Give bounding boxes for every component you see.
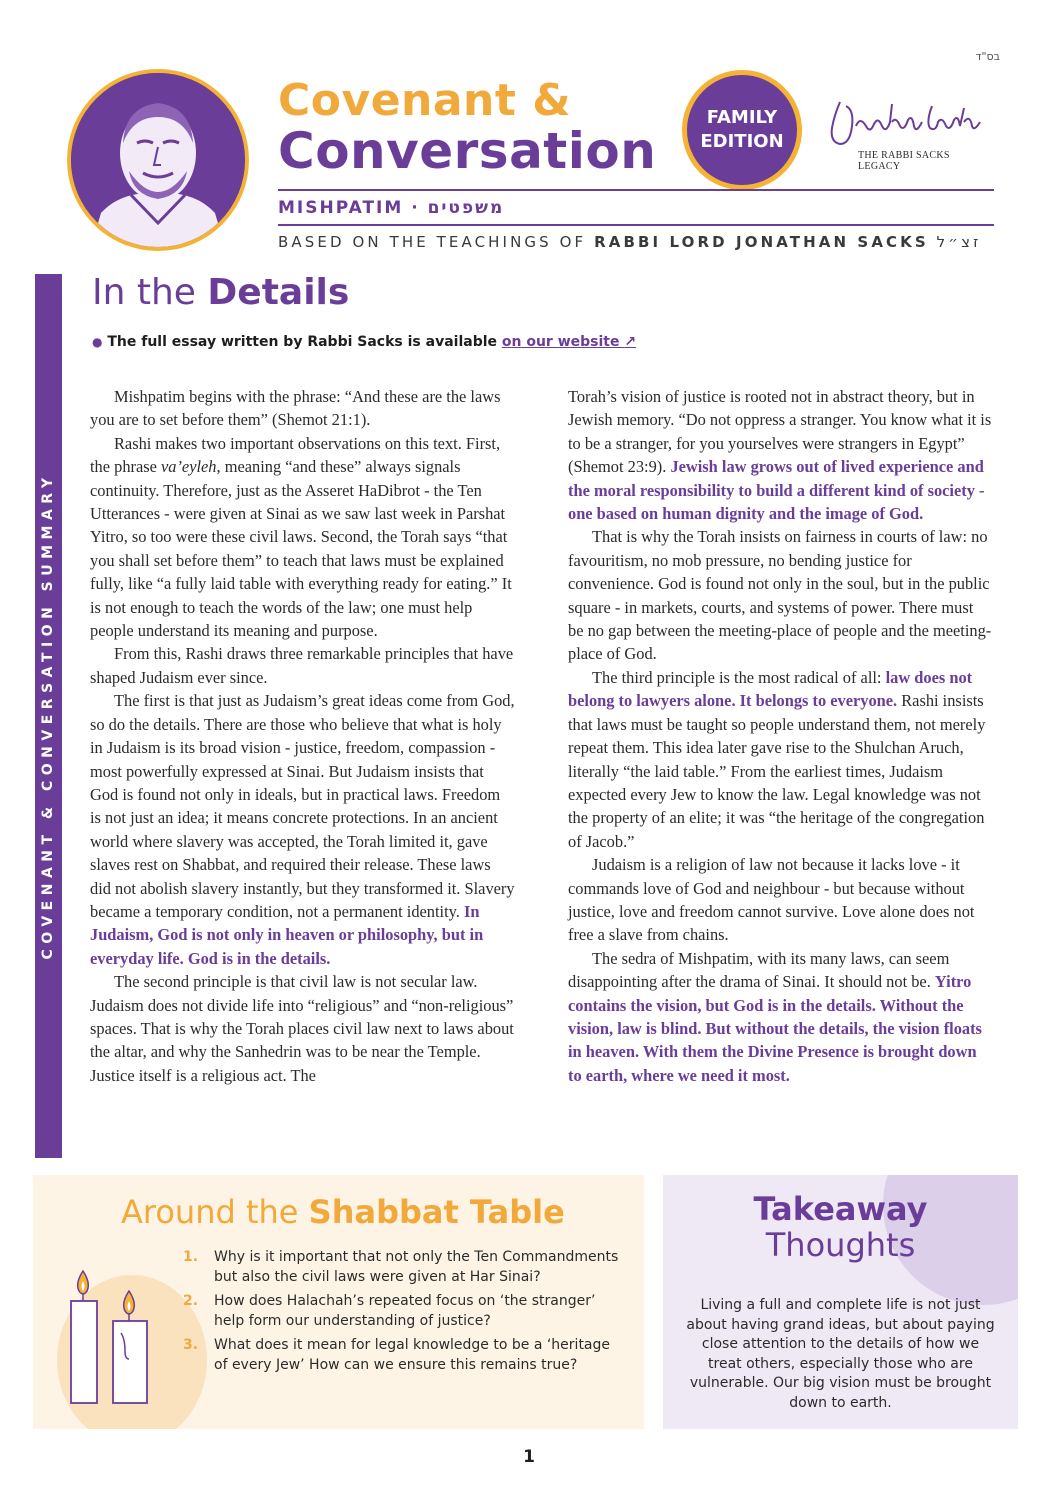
text-run: Rashi makes two important observations on this text. First, the phrase bbox=[90, 433, 501, 477]
paragraph bbox=[568, 666, 992, 853]
essay-title bbox=[92, 272, 349, 313]
text-run: The sedra of Mishpatim, with its many laws, can seem disappointing after the drama of Sinai. It should not be. bbox=[568, 948, 950, 992]
parasha-name: MISHPATIM · משפטים bbox=[278, 198, 505, 218]
newsletter-title bbox=[278, 75, 657, 180]
paragraph bbox=[568, 947, 992, 1087]
paragraph: The second principle is that civil law is not secular law. Judaism does not divide life into “religious” and “non-religious” spaces. That is why the Torah places civil law next to laws about the altar, and why the Sanhedrin was to be near the Temple. Justice itself is a religious act. The bbox=[90, 972, 514, 1085]
badge-line-2: EDITION bbox=[700, 131, 784, 152]
discussion-questions bbox=[183, 1247, 623, 1379]
text-run: Torah’s vision of justice is rooted not in abstract theory, but in Jewish memory. “Do not oppress a stranger. You know what it is to be a stranger, for you yourselves were strangers in Egypt” (Shemot 23:9). bbox=[568, 387, 992, 477]
takeaway-text: Living a full and complete life is not just about having grand ideas, but about paying close attention to the details of how we treat others, especially those who are vulnerable. Our big vision must be brought down to earth. bbox=[686, 1297, 995, 1411]
essay-column-left bbox=[90, 385, 515, 1087]
external-link-icon: ↗ bbox=[624, 334, 637, 350]
paragraph bbox=[90, 432, 515, 643]
family-edition-badge bbox=[682, 70, 802, 190]
question-item bbox=[183, 1247, 623, 1287]
question-item bbox=[183, 1335, 623, 1375]
question-item bbox=[183, 1291, 623, 1331]
highlight-text: Yitro contains the vision, but God is in the details. Without the vision, law is blind. But without the details, the vision floats in heaven. With them the Divine Presence is brought down to earth, where we need it most. bbox=[568, 972, 982, 1085]
highlight-text: In Judaism, God is not only in heaven or philosophy, but in everyday life. God is in the details. bbox=[90, 901, 484, 968]
shabbat-table-box bbox=[33, 1175, 644, 1429]
badge-line-1: FAMILY bbox=[706, 107, 778, 128]
question-number: 3. bbox=[183, 1337, 199, 1353]
text-run: , meaning “and these” always signals continuity. Therefore, just as the Asseret HaDibrot - the Ten Utterances - were given at Sinai as we saw last week in Parshat Yitro, so too were these civil laws. Second, the Torah says “that you shall set before them” to teach that laws must be explained fully, like “a fully laid table with everything ready for eating.” It is not enough to teach the words of the law; one must help people understand its meaning and purpose. bbox=[90, 457, 512, 641]
question-text: How does Halachah’s repeated focus on ‘the stranger’ help form our understanding of justice? bbox=[214, 1293, 596, 1329]
bsd-mark: בס"ד bbox=[975, 50, 1000, 63]
signature-graphic bbox=[826, 96, 986, 148]
paragraph: Judaism is a religion of law not because it lacks love - it commands love of God and neighbour - but because without justice, love and freedom cannot survive. Love alone does not free a slave from chains. bbox=[568, 855, 975, 945]
takeaway-title-line-1: Takeaway bbox=[753, 1190, 928, 1228]
paragraph: Mishpatim begins with the phrase: “And these are the laws you are to set before them” (Shemot 21:1). bbox=[90, 387, 501, 430]
paragraph: From this, Rashi draws three remarkable principles that have shaped Judaism ever since. bbox=[90, 644, 514, 687]
shabbat-table-title bbox=[121, 1193, 565, 1231]
attribution-prefix: BASED ON THE TEACHINGS OF bbox=[278, 233, 595, 251]
text-run: The third principle is the most radical of all: bbox=[592, 667, 886, 687]
essay-title-bold: Details bbox=[207, 272, 350, 313]
essay-column-right bbox=[568, 385, 992, 1087]
title-line-1: Covenant & bbox=[278, 75, 572, 126]
signature-caption: THE RABBI SACKS LEGACY bbox=[858, 150, 950, 172]
question-number: 1. bbox=[183, 1249, 199, 1265]
website-link-label: on our website bbox=[501, 334, 620, 350]
page-number: 1 bbox=[523, 1447, 535, 1467]
paragraph: That is why the Torah insists on fairness in courts of law: no favouritism, no mob pressure, no bending justice for convenience. God is found not only in the soul, but in the public square - in markets, courts, and systems of power. There must be no gap between the meeting-place of people and the meeting-place of God. bbox=[568, 527, 992, 664]
side-banner-label: COVENANT & CONVERSATION SUMMARY bbox=[40, 472, 56, 960]
attribution-suffix: זצ״ל bbox=[928, 233, 982, 251]
rabbi-sacks-legacy-logo bbox=[826, 96, 986, 172]
attribution-line bbox=[278, 233, 994, 251]
italic-term: va’eyleh bbox=[161, 457, 217, 477]
shabbat-title-bold: Shabbat Table bbox=[308, 1193, 565, 1231]
takeaway-title-line-2: Thoughts bbox=[765, 1226, 916, 1264]
portrait-illustration bbox=[71, 73, 245, 247]
takeaway-box bbox=[663, 1175, 1018, 1429]
text-run: The first is that just as Judaism’s great ideas come from God, so do the details. There are those who believe that what is holy in Judaism is its broad vision - justice, freedom, compassion - most powerfully expressed at Sinai. But Judaism insists that God is found not only in ideals, but in practical laws. Freedom is not just an idea; it means concrete protections. In an ancient world where slavery was accepted, the Torah limited it, gave slaves rest on Shabbat, and required their release. These laws did not abolish slavery instantly, but they transformed it. Slavery became a temporary condition, not a permanent identity. bbox=[90, 691, 515, 921]
note-text: The full essay written by Rabbi Sacks is available bbox=[107, 334, 502, 350]
highlight-text: Jewish law grows out of lived experience and the moral responsibility to build a different kind of society - one based on human dignity and the image of God. bbox=[568, 457, 985, 524]
candles-icon bbox=[61, 1267, 161, 1407]
title-line-2: Conversation bbox=[278, 122, 657, 180]
question-number: 2. bbox=[183, 1293, 199, 1309]
text-run: Rashi insists that laws must be taught so people understand them, not merely repeat them. This idea later gave rise to the Shulchan Aruch, literally “the laid table.” From the earliest times, Judaism expected every Jew to know the law. Legal knowledge was not the property of an elite; it was “the heritage of the congregation of Jacob.” bbox=[568, 691, 986, 851]
question-text: What does it mean for legal knowledge to be a ‘heritage of every Jew’ How can we ensure this remains true? bbox=[214, 1337, 611, 1373]
takeaway-title bbox=[663, 1191, 1018, 1263]
paragraph bbox=[568, 385, 992, 525]
question-text: Why is it important that not only the Ten Commandments but also the civil laws were given at Har Sinai? bbox=[214, 1249, 619, 1285]
bullet-dot-icon: ● bbox=[92, 335, 103, 349]
shabbat-title-prefix: Around the bbox=[121, 1193, 309, 1231]
essay-title-prefix: In the bbox=[92, 272, 208, 313]
rabbi-portrait bbox=[67, 69, 249, 251]
highlight-text: law does not belong to lawyers alone. It belongs to everyone. bbox=[568, 667, 973, 711]
paragraph bbox=[90, 689, 515, 970]
attribution-name: RABBI LORD JONATHAN SACKS bbox=[594, 233, 929, 251]
full-essay-note bbox=[92, 334, 636, 350]
header-rule-bottom bbox=[278, 224, 994, 226]
website-link[interactable] bbox=[502, 334, 636, 350]
header-rule-top bbox=[278, 189, 994, 191]
